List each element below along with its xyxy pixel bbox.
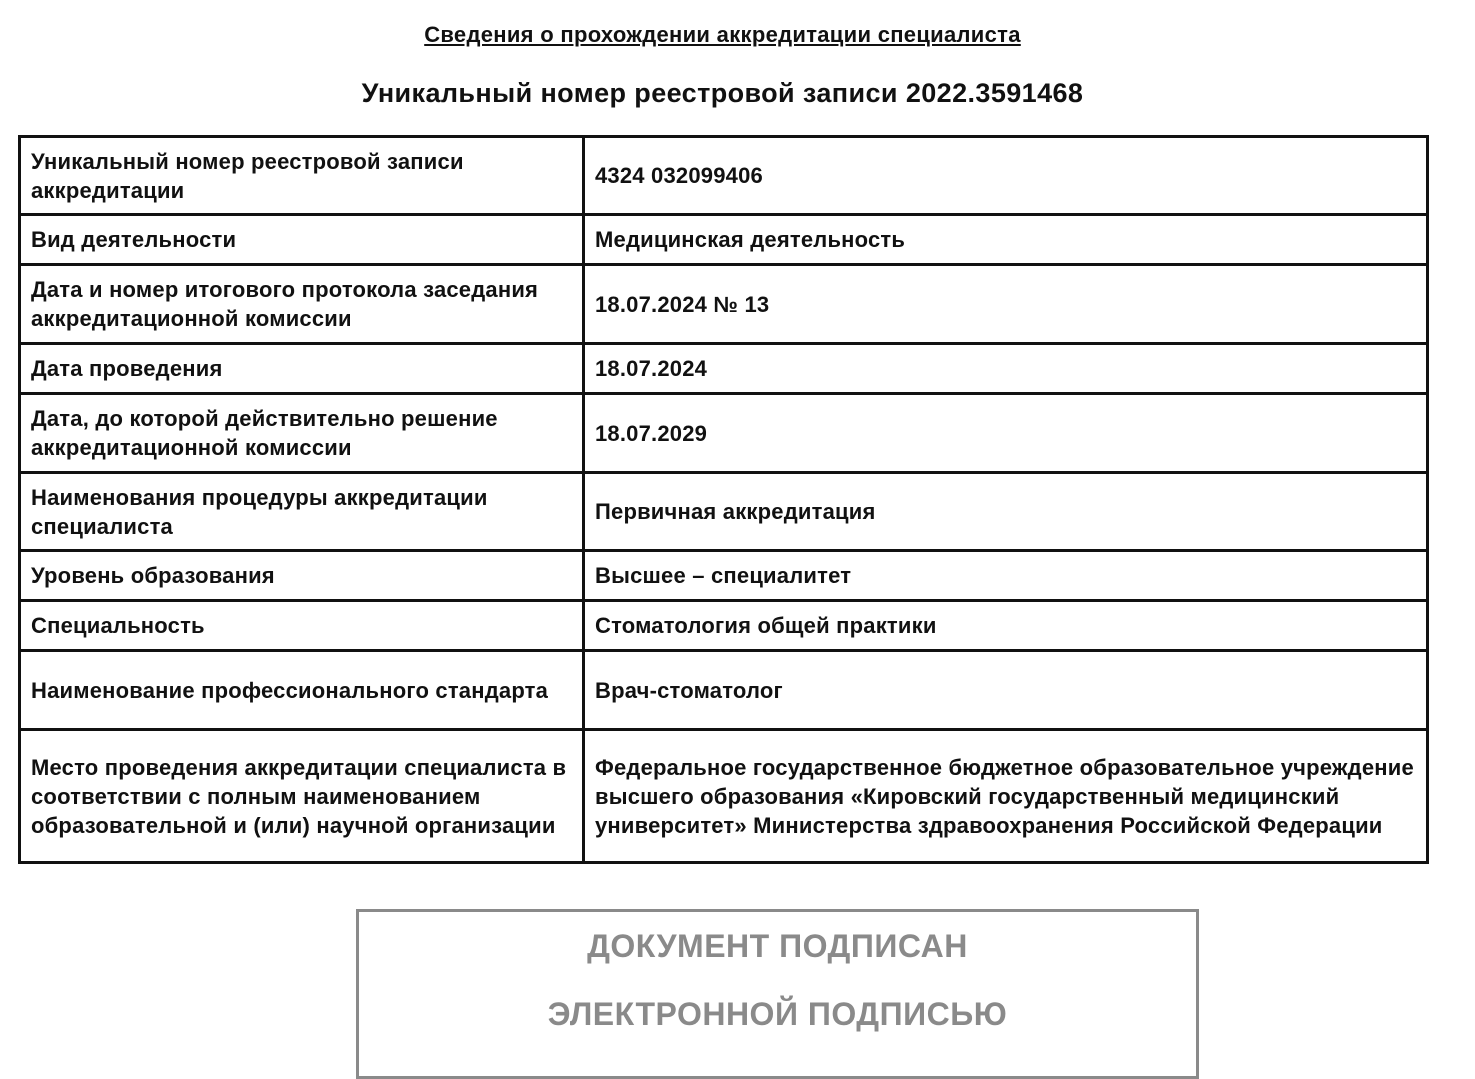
- table-row: [20, 730, 1428, 863]
- accreditation-info-table: [18, 135, 1429, 864]
- registry-number-label: Уникальный номер реестровой записи: [361, 78, 898, 108]
- row-label-protocol: Дата и номер итогового протокола заседания аккредитационной комиссии: [20, 265, 584, 344]
- table-row: [20, 137, 1428, 215]
- row-label-professional-standard: Наименование профессионального стандарта: [20, 651, 584, 730]
- table-row: [20, 651, 1428, 730]
- row-value-procedure: Первичная аккредитация: [584, 473, 1428, 551]
- row-value-registry-record: 4324 032099406: [584, 137, 1428, 215]
- row-value-valid-until: 18.07.2029: [584, 394, 1428, 473]
- table-row: [20, 215, 1428, 265]
- row-label-registry-record: Уникальный номер реестровой записи аккредитации: [20, 137, 584, 215]
- table-row: [20, 551, 1428, 601]
- row-value-protocol: 18.07.2024 № 13: [584, 265, 1428, 344]
- stamp-line-document-signed: ДОКУМЕНТ ПОДПИСАН: [587, 928, 968, 964]
- table-row: [20, 601, 1428, 651]
- table-row: [20, 265, 1428, 344]
- row-value-date-held: 18.07.2024: [584, 344, 1428, 394]
- table-row: [20, 473, 1428, 551]
- registry-number-line: [0, 78, 1445, 109]
- stamp-line-electronic-signature: ЭЛЕКТРОННОЙ ПОДПИСЬЮ: [547, 996, 1008, 1032]
- row-label-education-level: Уровень образования: [20, 551, 584, 601]
- row-value-specialty: Стоматология общей практики: [584, 601, 1428, 651]
- electronic-signature-stamp: [356, 909, 1199, 1079]
- row-label-venue: Место проведения аккредитации специалиста в соответствии с полным наименованием образовательной и (или) научной организации: [20, 730, 584, 863]
- row-label-valid-until: Дата, до которой действительно решение аккредитационной комиссии: [20, 394, 584, 473]
- table-row: [20, 394, 1428, 473]
- row-label-activity-type: Вид деятельности: [20, 215, 584, 265]
- registry-number-value: 2022.3591468: [905, 78, 1084, 108]
- row-value-professional-standard: Врач-стоматолог: [584, 651, 1428, 730]
- table-row: [20, 344, 1428, 394]
- row-value-activity-type: Медицинская деятельность: [584, 215, 1428, 265]
- row-value-education-level: Высшее – специалитет: [584, 551, 1428, 601]
- row-value-venue: Федеральное государственное бюджетное образовательное учреждение высшего образования «Кировский государственный медицинский университет» Министерства здравоохранения Российской Федерации: [584, 730, 1428, 863]
- row-label-specialty: Специальность: [20, 601, 584, 651]
- row-label-procedure: Наименования процедуры аккредитации специалиста: [20, 473, 584, 551]
- row-label-date-held: Дата проведения: [20, 344, 584, 394]
- document-heading: Сведения о прохождении аккредитации специалиста: [424, 22, 1021, 47]
